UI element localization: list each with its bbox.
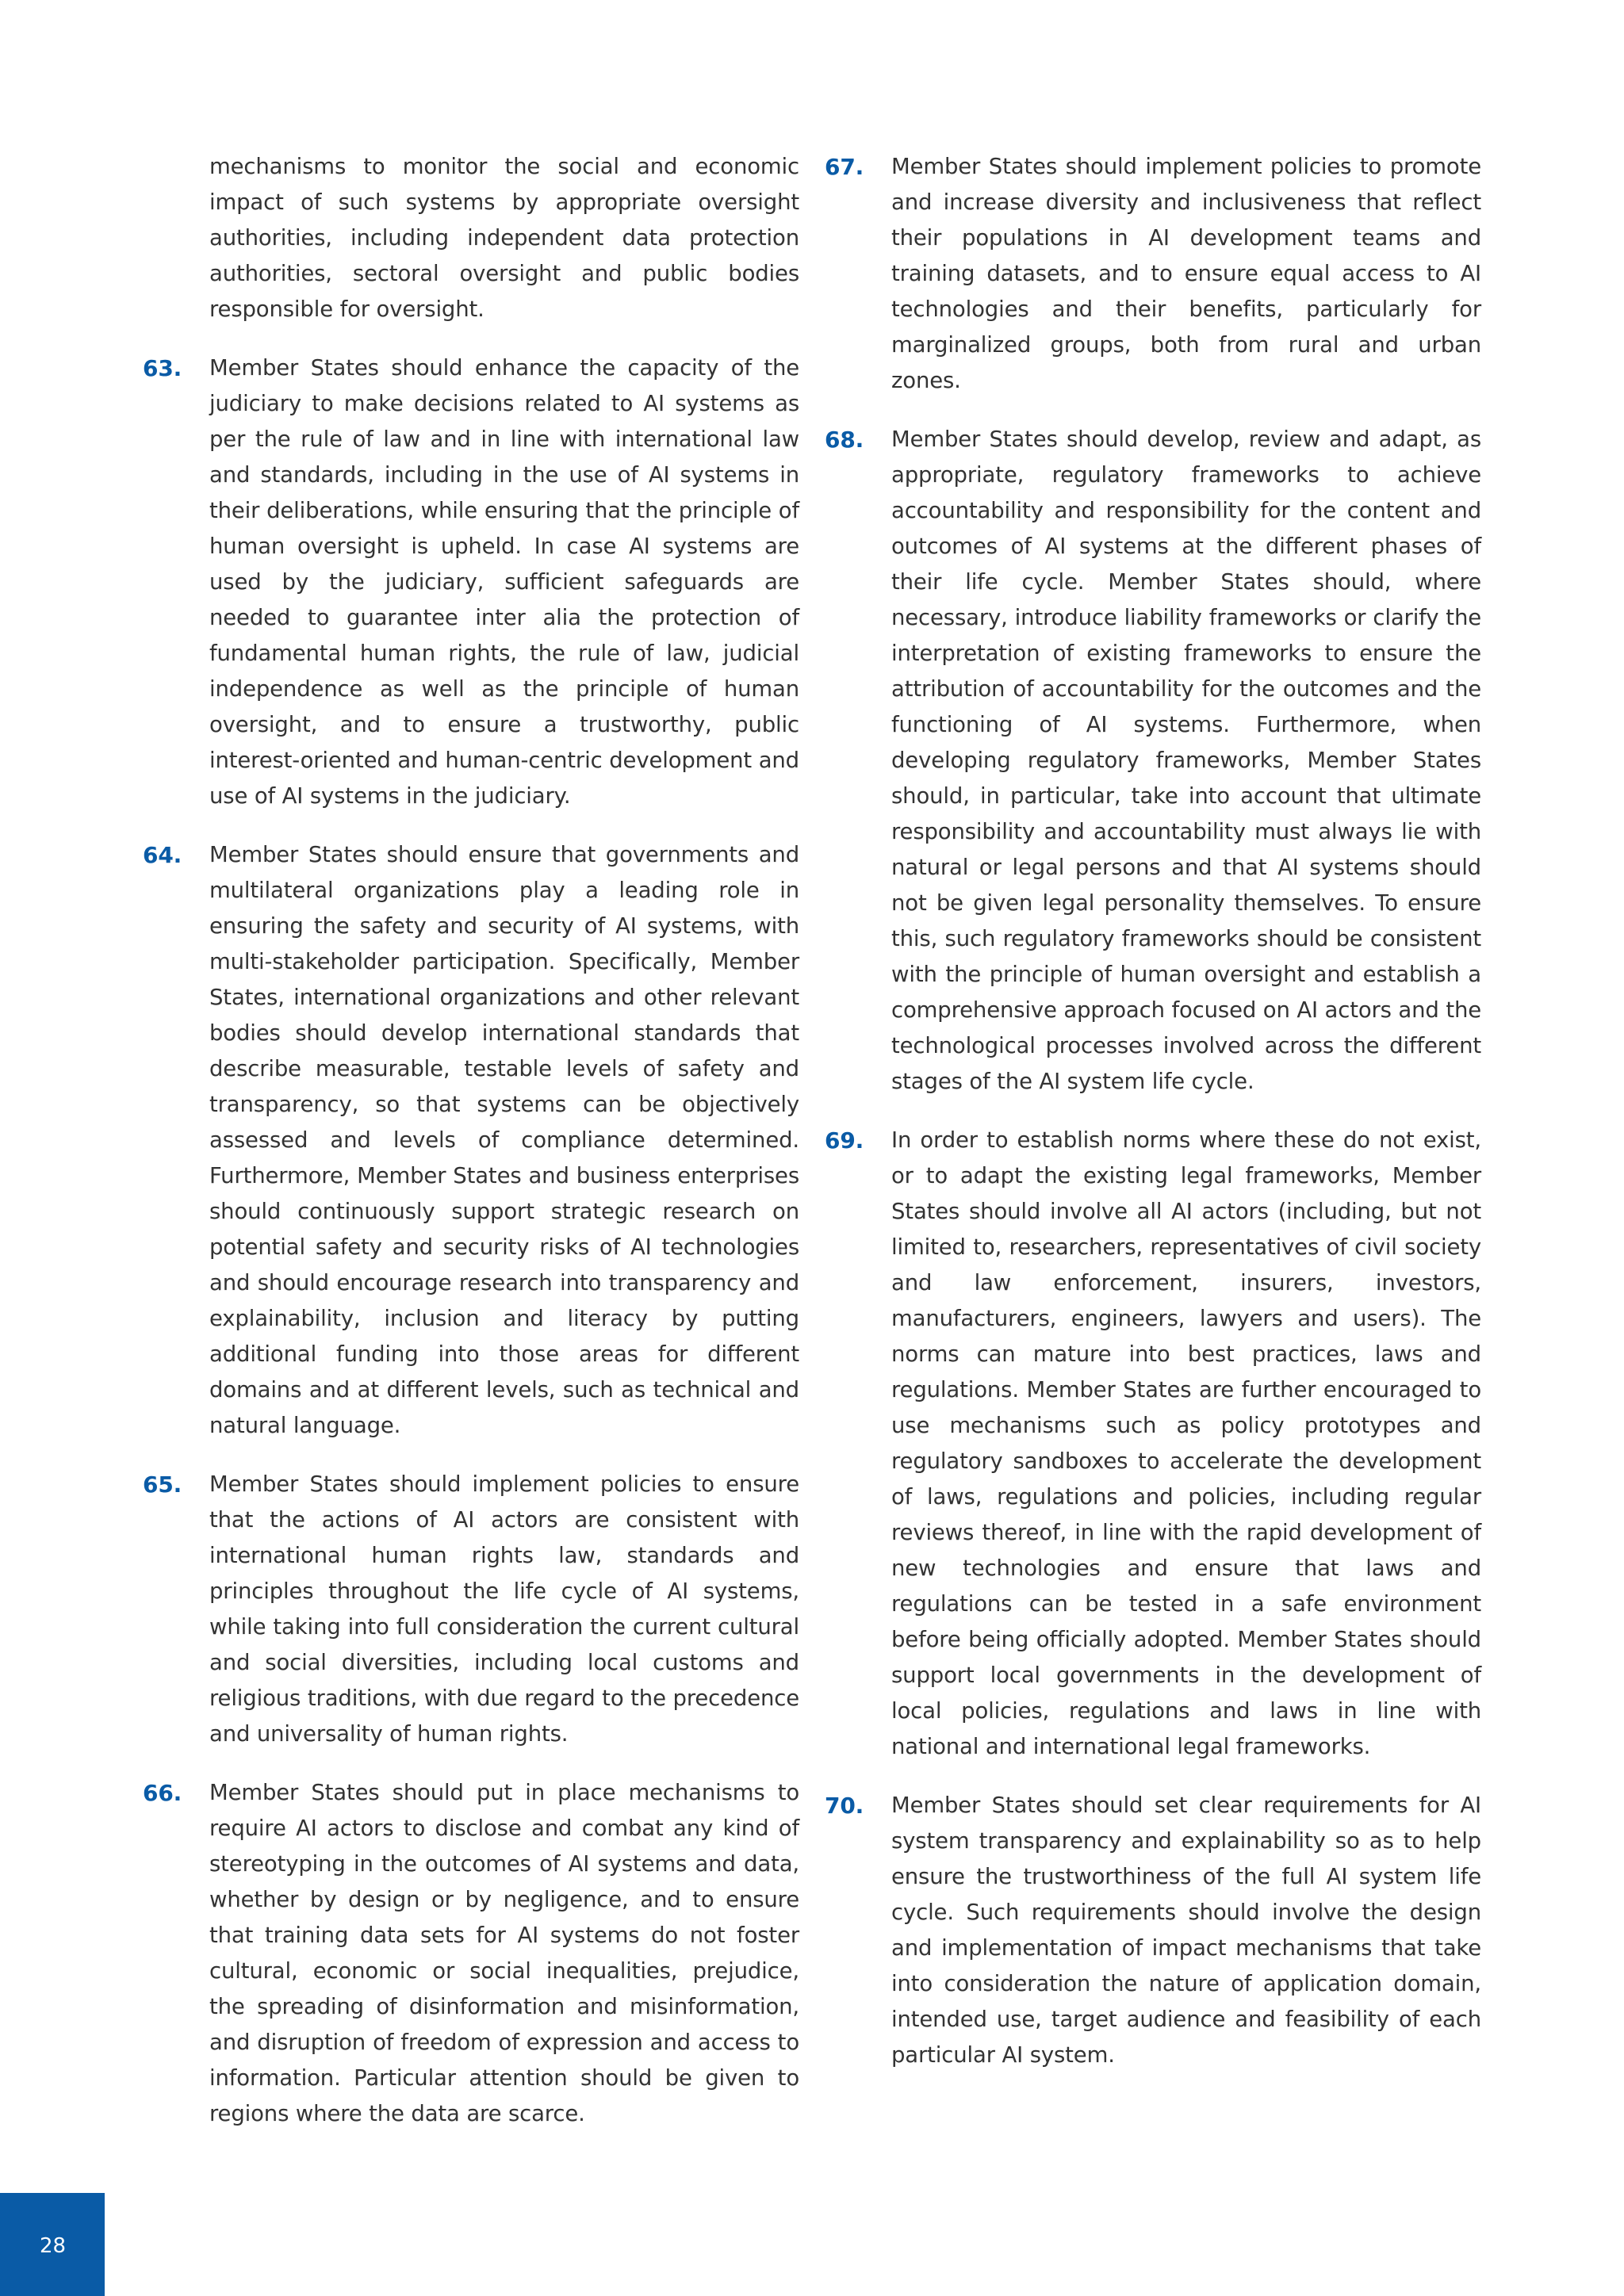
paragraph-number: 65. [143, 1471, 182, 1498]
page-number: 28 [40, 2234, 67, 2258]
paragraph-number: 67. [825, 154, 864, 180]
paragraph-67 [825, 149, 1481, 399]
paragraph-text: Member States should develop, review and adapt, as appropriate, regulatory frameworks to achieve accountability and responsibility for the content and outcomes of AI systems at the different phases of their life cycle. Member States should, where necessary, introduce liability frameworks or clarify the interpretation of existing frameworks to ensure the attribution of accountability for the outcomes and the functioning of AI systems. Furthermore, when developing regulatory frameworks, Member States should, in particular, take into account that ultimate responsibility and accountability must always lie with natural or legal persons and that AI systems should not be given legal personality themselves. To ensure this, such regulatory frameworks should be consistent with the principle of human oversight and establish a comprehensive approach focused on AI actors and the technological processes involved across the different stages of the AI system life cycle. [891, 427, 1481, 1094]
paragraph-65 [143, 1467, 799, 1752]
paragraph-text: Member States should enhance the capacity of the judiciary to make decisions related to AI systems as per the rule of law and in line with international law and standards, including in the use of AI systems in their deliberations, while ensuring that the principle of human oversight is upheld. In case AI systems are used by the judiciary, sufficient safeguards are needed to guarantee inter alia the protection of fundamental human rights, the rule of law, judicial independence as well as the principle of human oversight, and to ensure a trustworthy, public interest-oriented and human-centric development and use of AI systems in the judiciary. [209, 355, 799, 809]
paragraph-number: 69. [825, 1127, 864, 1154]
paragraph-number: 70. [825, 1793, 864, 1819]
left-column [143, 149, 799, 2155]
paragraph-number: 63. [143, 355, 182, 381]
paragraph-64 [143, 837, 799, 1444]
paragraph-63 [143, 350, 799, 814]
paragraph-text: Member States should ensure that governments and multilateral organizations play a leading role in ensuring the safety and security of AI systems, with multi-stakeholder participation. Specifically, Member States, international organizations and other relevant bodies should develop international standards that describe measurable, testable levels of safety and transparency, so that systems can be objectively assessed and levels of compliance determined. Furthermore, Member States and business enterprises should continuously support strategic research on potential safety and security risks of AI technologies and should encourage research into transparency and explainability, inclusion and literacy by putting additional funding into those areas for different domains and at different levels, such as technical and natural language. [209, 842, 799, 1438]
paragraph-66 [143, 1775, 799, 2132]
right-column [825, 149, 1481, 2096]
paragraph-text: Member States should implement policies to promote and increase diversity and inclusiveness that reflect their populations in AI development teams and training datasets, and to ensure equal access to AI technologies and their benefits, particularly for marginalized groups, both from rural and urban zones. [891, 154, 1481, 393]
paragraph-number: 66. [143, 1780, 182, 1806]
paragraph-68 [825, 422, 1481, 1100]
paragraph-70 [825, 1788, 1481, 2073]
paragraph-text: In order to establish norms where these do not exist, or to adapt the existing legal frameworks, Member States should involve all AI actors (including, but not limited to, researchers, representatives of civil society and law enforcement, insurers, investors, manufacturers, engineers, lawyers and users). The norms can mature into best practices, laws and regulations. Member States are further encouraged to use mechanisms such as policy prototypes and regulatory sandboxes to accelerate the development of laws, regulations and policies, including regular reviews thereof, in line with the rapid development of new technologies and ensure that laws and regulations can be tested in a safe environment before being officially adopted. Member States should support local governments in the development of local policies, regulations and laws in line with national and international legal frameworks. [891, 1127, 1481, 1759]
paragraph-text: Member States should implement policies to ensure that the actions of AI actors are consistent with international human rights law, standards and principles throughout the life cycle of AI systems, while taking into full consideration the current cultural and social diversities, including local customs and religious traditions, with due regard to the precedence and universality of human rights. [209, 1471, 799, 1747]
paragraph-text: mechanisms to monitor the social and economic impact of such systems by appropriate oversight authorities, including independent data protection authorities, sectoral oversight and public bodies responsible for oversight. [209, 154, 799, 322]
paragraph-69 [825, 1123, 1481, 1765]
paragraph-text: Member States should put in place mechanisms to require AI actors to disclose and combat any kind of stereotyping in the outcomes of AI systems and data, whether by design or by negligence, and to ensure that training data sets for AI systems do not foster cultural, economic or social inequalities, prejudice, the spreading of disinformation and misinformation, and disruption of freedom of expression and access to information. Particular attention should be given to regions where the data are scarce. [209, 1780, 799, 2126]
paragraph-62-continued [209, 149, 799, 327]
paragraph-number: 64. [143, 842, 182, 868]
paragraph-number: 68. [825, 427, 864, 453]
paragraph-text: Member States should set clear requirements for AI system transparency and explainability so as to help ensure the trustworthiness of the full AI system life cycle. Such requirements should involve the design and implementation of impact mechanisms that take into consideration the nature of application domain, intended use, target audience and feasibility of each particular AI system. [891, 1793, 1481, 2068]
